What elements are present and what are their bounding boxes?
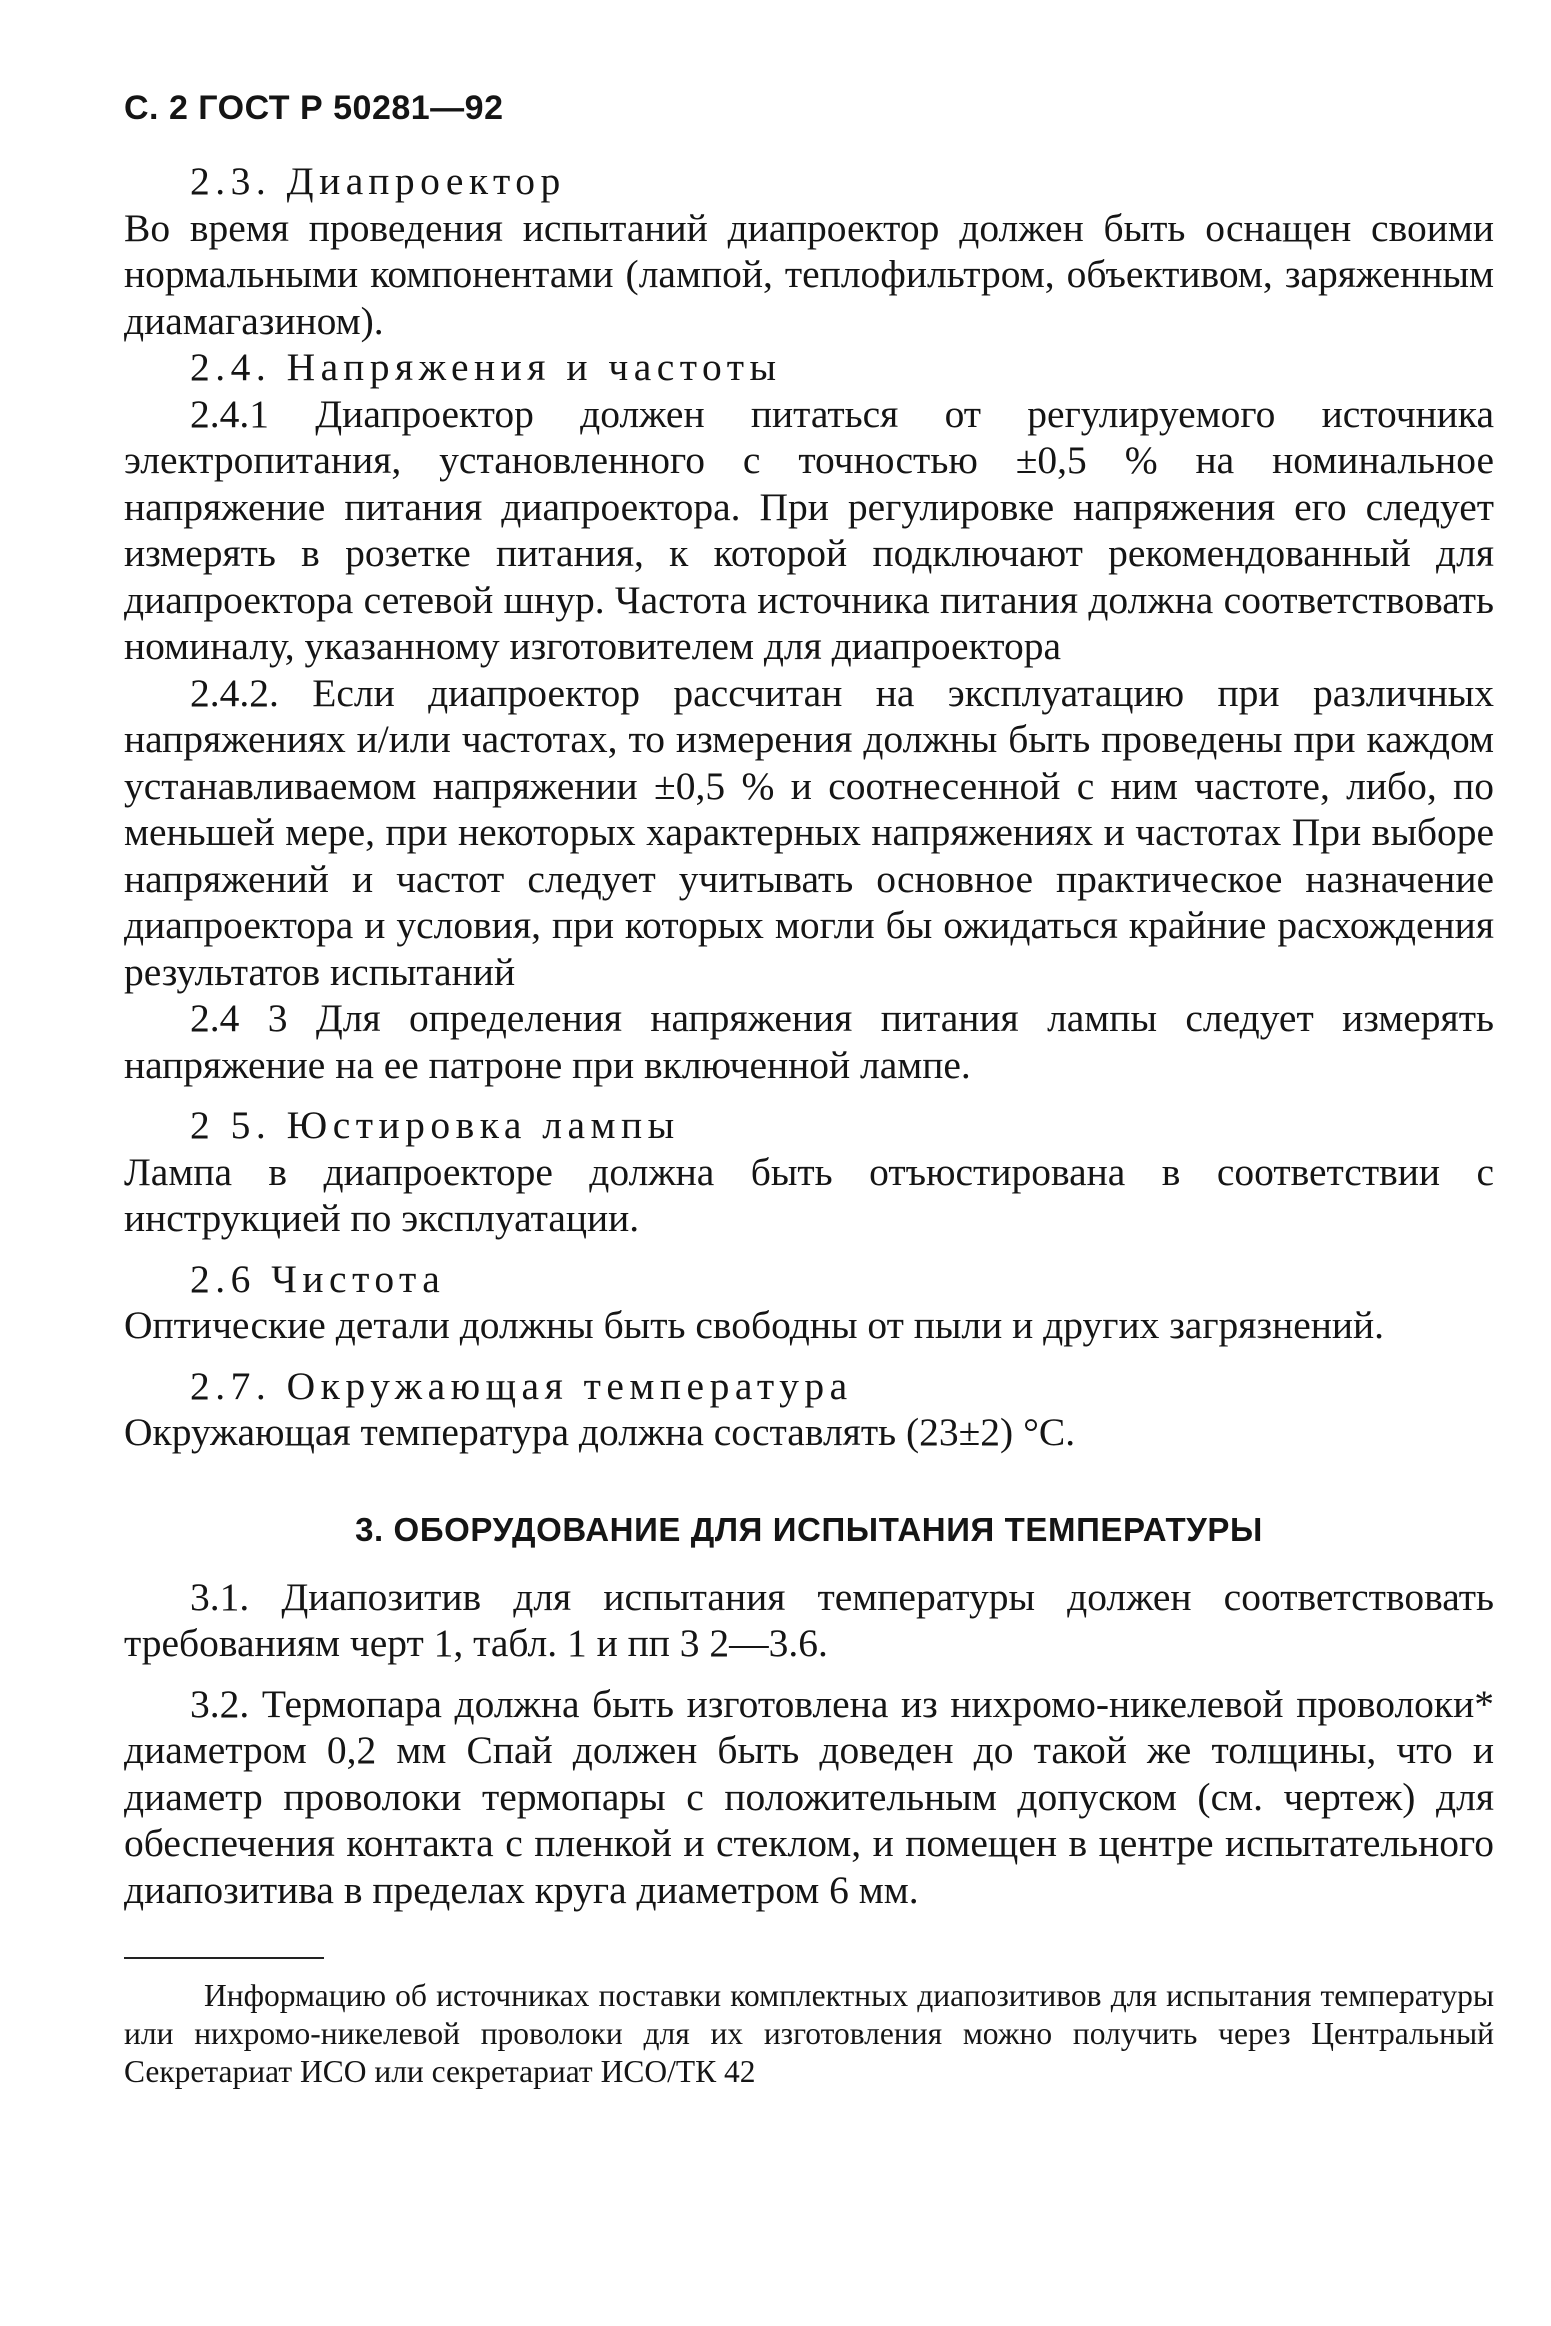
paragraph-2-7: Окружающая температура должна составлять (23±2) °С. (124, 1410, 1076, 1454)
heading-2-7: 2.7. Окружающая температура (190, 1363, 853, 1408)
heading-2-3: 2.3. Диапроектор (190, 159, 566, 203)
heading-2-5: 2 5. Юстировка лампы (190, 1103, 680, 1147)
paragraph-2-4-3: 2.4 3 Для определения напряжения питания лампы следует измерять напряжение на ее патроне при включенной лампе. (124, 996, 1494, 1087)
paragraph-3-2: 3.2. Термопара должна быть изготовлена из нихромо-никелевой проволоки* диаметром 0,2 мм Спай должен быть доведен до такой же толщины, что и диаметр проволоки термопары с положительным допуском (см. чертеж) для обеспечения контакта с пленкой и стеклом, и помещен в центре испытательного диапозитива в пределах круга диаметром 6 мм. (124, 1681, 1494, 1912)
heading-2-6: 2.6 Чистота (190, 1256, 446, 1301)
running-head: С. 2 ГОСТ Р 50281—92 (124, 89, 504, 127)
paragraph-2-6: Оптические детали должны быть свободны от пыли и других загрязнений. (124, 1303, 1385, 1347)
paragraph-2-4-1: 2.4.1 Диапроектор должен питаться от регулируемого источника электропитания, установленного с точностью ±0,5 % на номинальное напряжение питания диапроектора. При регулировке напряжения его следует измерять в розетке питания, к которой подключают рекомендованный для диапроектора сетевой шнур. Частота источника питания должна соответствовать номиналу, указанному изготовителем для диапроектора (124, 391, 1494, 668)
paragraph-2-4-2: 2.4.2. Если диапроектор рассчитан на эксплуатацию при различных напряжениях и/или частотах, то измерения должны быть проведены при каждом устанавливаемом напряжении ±0,5 % и соотнесенной с ним частоте, либо, по меньшей мере, при некоторых характерных напряжениях и частотах При выборе напряжений и частот следует учитывать основное практическое назначение диапроектора и условия, при которых могли бы ожидаться крайние расхождения результатов испытаний (124, 670, 1494, 994)
paragraph-3-1: 3.1. Диапозитив для испытания температуры должен соответствовать требованиям черт 1, табл. 1 и пп 3 2—3.6. (124, 1574, 1494, 1665)
section-3-title: 3. ОБОРУДОВАНИЕ ДЛЯ ИСПЫТАНИЯ ТЕМПЕРАТУРЫ (355, 1510, 1263, 1548)
footnote: Информацию об источниках поставки комплектных диапозитивов для испытания температуры или нихромо-никелевой проволоки для их изготовления можно получить через Центральный Секретариат ИСО или секретариат ИСО/ТК 42 (124, 1978, 1494, 2089)
paragraph-2-5: Лампа в диапроекторе должна быть отъюстирована в соответствии с инструкцией по эксплуатации. (124, 1149, 1494, 1240)
document-page (124, 86, 1494, 2091)
heading-2-4: 2.4. Напряжения и частоты (190, 345, 782, 389)
paragraph-2-3: Во время проведения испытаний диапроектор должен быть оснащен своими нормальными компонентами (лампой, теплофильтром, объективом, заряженным диамагазином). (124, 205, 1494, 343)
footnote-divider (124, 1957, 324, 1959)
